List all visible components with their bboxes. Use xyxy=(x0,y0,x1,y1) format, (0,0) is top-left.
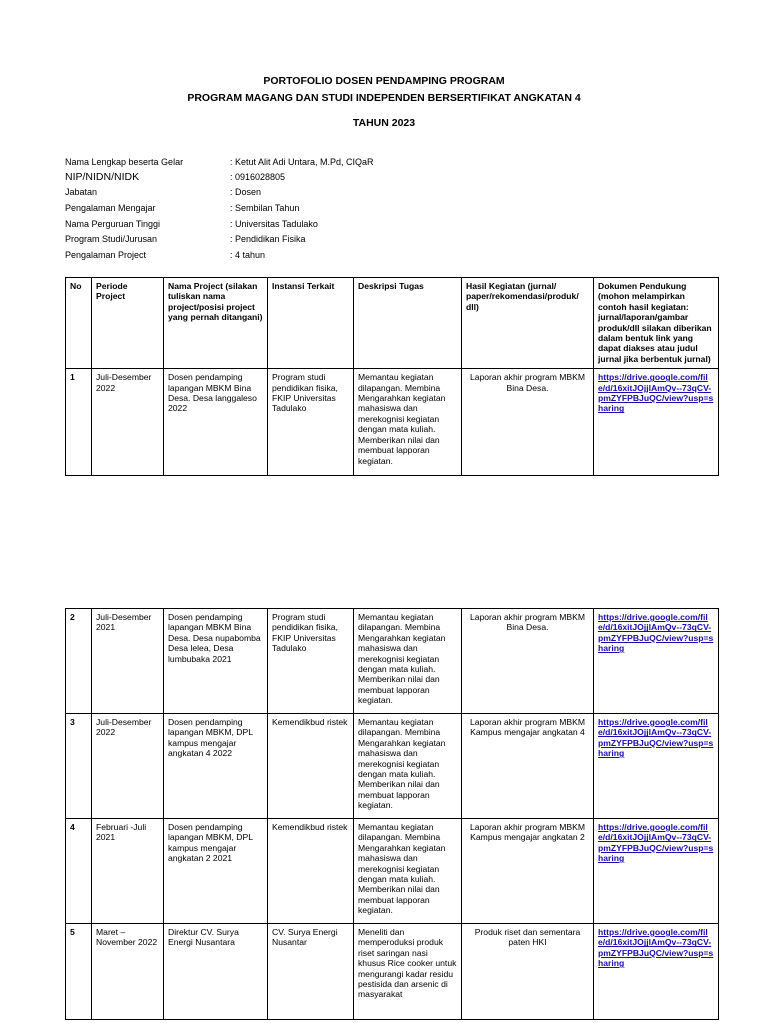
info-label: Nama Perguruan Tinggi xyxy=(65,219,161,229)
header-dokumen: Dokumen Pendukung (mohon melampirkan contoh hasil kegiatan: jurnal/laporan/gambar produk/dll silakan diberikan dalam bentuk link yang dapat diakses atau judul jurnal jika berbentuk jurnal) xyxy=(594,278,719,369)
row-dokumen-link[interactable]: https://drive.google.com/file/d/16xitJOjjlAmQv--73qCV-pmZYFPBJuQC/view?usp=sharing xyxy=(594,714,719,819)
row-no: 3 xyxy=(66,714,92,819)
row-instansi: CV. Surya Energi Nusantar xyxy=(268,924,354,1020)
document-title: PORTOFOLIO DOSEN PENDAMPING PROGRAM xyxy=(263,75,505,87)
table-row xyxy=(66,819,719,924)
row-nama: Dosen pendamping lapangan MBKM, DPL kampus mengajar angkatan 2 2021 xyxy=(164,819,268,924)
row-hasil: Produk riset dan sementara paten HKI xyxy=(462,924,594,1020)
info-value: : Sembilan Tahun xyxy=(230,203,300,213)
row-no: 5 xyxy=(66,924,92,1020)
info-value: : Dosen xyxy=(230,187,262,197)
row-dokumen-link[interactable]: https://drive.google.com/file/d/16xitJOjjlAmQv--73qCV-pmZYFPBJuQC/view?usp=sharing xyxy=(594,609,719,714)
row-hasil: Laporan akhir program MBKM Bina Desa. xyxy=(462,609,594,714)
table-row xyxy=(66,714,719,819)
header-instansi: Instansi Terkait xyxy=(268,278,354,369)
document-subtitle: PROGRAM MAGANG DAN STUDI INDEPENDEN BERSERTIFIKAT ANGKATAN 4 xyxy=(187,92,581,104)
row-nama: Dosen pendamping lapangan MBKM, DPL kampus mengajar angkatan 4 2022 xyxy=(164,714,268,819)
row-periode: Juli-Desember 2022 xyxy=(92,369,164,476)
row-deskripsi: Memantau kegiatan dilapangan. Membina Mengarahkan kegiatan mahasiswa dan merekognisi kegiatan dengan mata kuliah. Memberikan nilai dan membuat lapporan kegiatan. xyxy=(354,369,462,476)
row-instansi: Program studi pendidikan fisika, FKIP Universitas Tadulako xyxy=(268,609,354,714)
row-hasil: Laporan akhir program MBKM Kampus mengajar angkatan 4 xyxy=(462,714,594,819)
row-deskripsi: Meneliti dan memperoduksi produk riset saringan nasi khusus Rice cooker untuk mengurangi kadar residu pestisida dan arsenic di masyarakat xyxy=(354,924,462,1020)
row-periode: Maret – November 2022 xyxy=(92,924,164,1020)
table-row xyxy=(66,924,719,1020)
row-nama: Dosen pendamping lapangan MBKM Bina Desa. Desa langgaleso 2022 xyxy=(164,369,268,476)
header-nama-project: Nama Project (silakan tuliskan nama project/posisi project yang pernah ditangani) xyxy=(164,278,268,369)
info-label: Pengalaman Mengajar xyxy=(65,203,156,213)
info-value: : 4 tahun xyxy=(230,250,266,260)
table-row xyxy=(66,609,719,714)
info-value: : 0916028805 xyxy=(230,172,286,182)
row-dokumen-link[interactable]: https://drive.google.com/file/d/16xitJOjjlAmQv--73qCV-pmZYFPBJuQC/view?usp=sharing xyxy=(594,924,719,1020)
row-instansi: Program studi pendidikan fisika, FKIP Universitas Tadulako xyxy=(268,369,354,476)
info-value: : Universitas Tadulako xyxy=(230,219,318,229)
info-label: NIP/NIDN/NIDK xyxy=(65,171,140,183)
info-label: Program Studi/Jurusan xyxy=(65,234,158,244)
table-header-row xyxy=(66,278,719,369)
row-dokumen-link[interactable]: https://drive.google.com/file/d/16xitJOjjlAmQv--73qCV-pmZYFPBJuQC/view?usp=sharing xyxy=(594,819,719,924)
row-dokumen-link[interactable]: https://drive.google.com/file/d/16xitJOjjlAmQv--73qCV-pmZYFPBJuQC/view?usp=sharing xyxy=(594,369,719,476)
header-no: No xyxy=(66,278,92,369)
info-label: Nama Lengkap beserta Gelar xyxy=(65,157,184,167)
row-instansi: Kemendikbud ristek xyxy=(268,714,354,819)
row-hasil: Laporan akhir program MBKM Kampus mengajar angkatan 2 xyxy=(462,819,594,924)
header-hasil: Hasil Kegiatan (jurnal/ paper/rekomendasi/produk/ dll) xyxy=(462,278,594,369)
row-deskripsi: Memantau kegiatan dilapangan. Membina Mengarahkan kegiatan mahasiswa dan merekognisi kegiatan dengan mata kuliah. Memberikan nilai dan membuat lapporan kegiatan. xyxy=(354,819,462,924)
info-value: : Pendidikan Fisika xyxy=(230,234,306,244)
portfolio-table-page1 xyxy=(65,277,719,476)
document-year: TAHUN 2023 xyxy=(352,117,416,129)
row-nama: Direktur CV. Surya Energi Nusantara xyxy=(164,924,268,1020)
row-deskripsi: Memantau kegiatan dilapangan. Membina Mengarahkan kegiatan mahasiswa dan merekognisi kegiatan dengan mata kuliah. Memberikan nilai dan membuat lapporan kegiatan. xyxy=(354,714,462,819)
row-periode: Juli-Desember 2022 xyxy=(92,714,164,819)
row-instansi: Kemendikbud ristek xyxy=(268,819,354,924)
row-no: 2 xyxy=(66,609,92,714)
row-deskripsi: Memantau kegiatan dilapangan. Membina Mengarahkan kegiatan mahasiswa dan merekognisi kegiatan dengan mata kuliah. Memberikan nilai dan membuat lapporan kegiatan. xyxy=(354,609,462,714)
row-nama: Dosen pendamping lapangan MBKM Bina Desa. Desa nupabomba Desa lelea, Desa lumbubaka 2021 xyxy=(164,609,268,714)
table-row xyxy=(66,369,719,476)
info-value: : Ketut Alit Adi Untara, M.Pd, CIQaR xyxy=(230,157,374,167)
row-periode: Februari -Juli 2021 xyxy=(92,819,164,924)
info-label: Jabatan xyxy=(65,187,98,197)
row-no: 1 xyxy=(66,369,92,476)
portfolio-table-page2 xyxy=(65,608,719,1020)
header-periode: Periode Project xyxy=(92,278,164,369)
row-periode: Juli-Desember 2021 xyxy=(92,609,164,714)
info-label: Pengalaman Project xyxy=(65,250,147,260)
header-deskripsi: Deskripsi Tugas xyxy=(354,278,462,369)
row-no: 4 xyxy=(66,819,92,924)
row-hasil: Laporan akhir program MBKM Bina Desa. xyxy=(462,369,594,476)
